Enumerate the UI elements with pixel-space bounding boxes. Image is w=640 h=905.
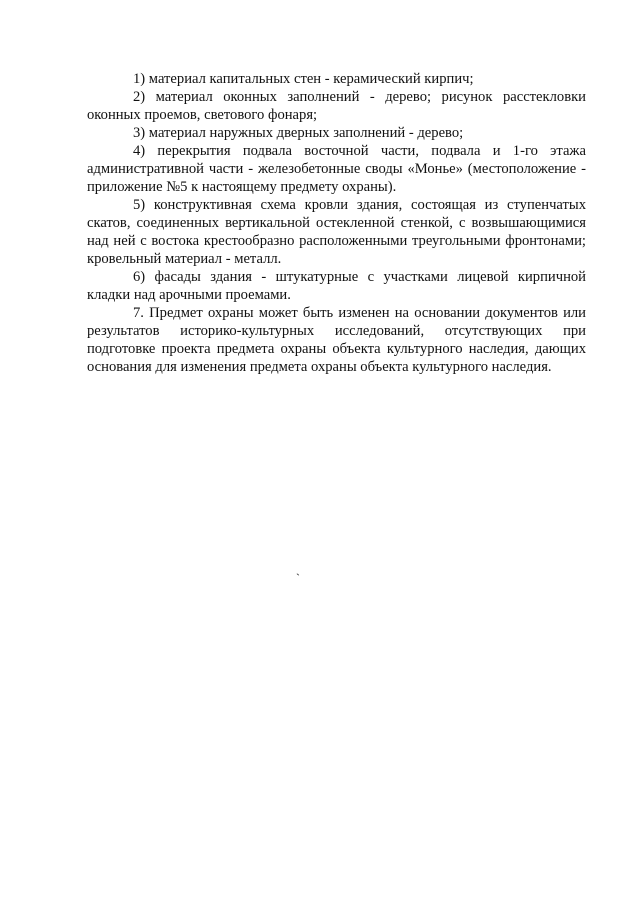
item-facades: 6) фасады здания - штукатурные с участками лицевой кирпичной кладки над арочными проемами. — [87, 269, 586, 303]
item-floor-vaults: 4) перекрытия подвала восточной части, подвала и 1-го этажа административной части - железобетонные своды «Монье» (местоположение - приложение №5 к настоящему предмету охраны). — [87, 143, 586, 195]
document-body — [87, 70, 586, 376]
clause-7-modification: 7. Предмет охраны может быть изменен на основании документов или результатов историко-культурных исследований, отсутствующих при подготовке проекта предмета охраны объекта культурного наследия, дающих основания для изменения предмета охраны объекта культурного наследия. — [87, 305, 586, 375]
item-window-material: 2) материал оконных заполнений - дерево; рисунок расстекловки оконных проемов, светового фонаря; — [87, 89, 586, 123]
item-door-material: 3) материал наружных дверных заполнений - дерево; — [133, 125, 464, 141]
item-wall-material: 1) материал капитальных стен - керамический кирпич; — [133, 71, 474, 87]
item-roof-scheme: 5) конструктивная схема кровли здания, состоящая из ступенчатых скатов, соединенных вертикальной остекленной стенкой, с возвышающимися над ней с востока крестообразно расположенными треугольными фронтонами; кровельный материал - металл. — [87, 197, 586, 267]
stray-mark: ` — [296, 571, 300, 585]
